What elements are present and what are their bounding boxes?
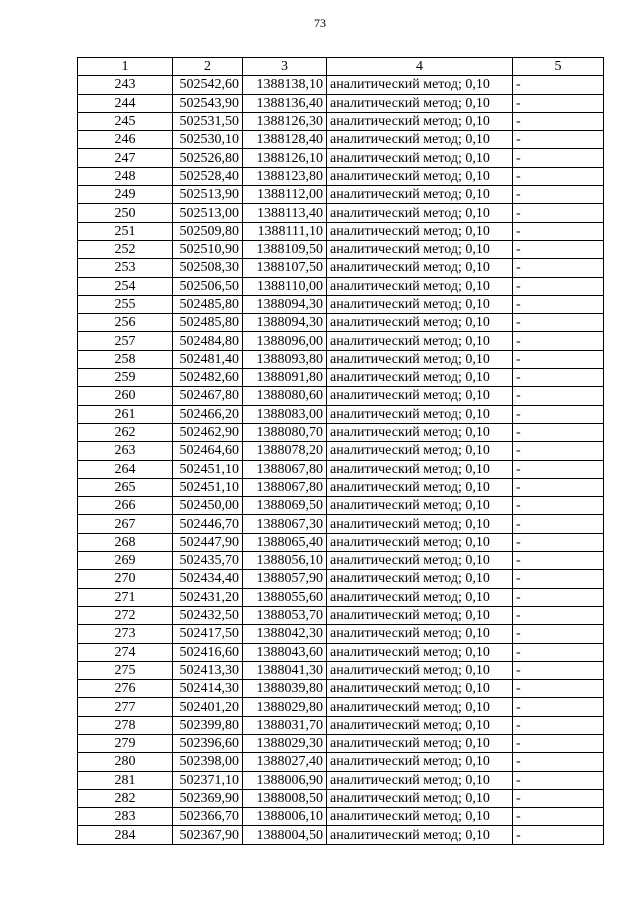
point-number-cell: 248 xyxy=(78,167,173,185)
note-cell: - xyxy=(513,588,604,606)
point-number-cell: 256 xyxy=(78,314,173,332)
note-cell: - xyxy=(513,826,604,844)
note-cell: - xyxy=(513,643,604,661)
note-cell: - xyxy=(513,314,604,332)
x-coordinate-cell: 502413,30 xyxy=(173,661,243,679)
x-coordinate-cell: 502467,80 xyxy=(173,387,243,405)
point-number-cell: 283 xyxy=(78,808,173,826)
x-coordinate-cell: 502509,80 xyxy=(173,222,243,240)
x-coordinate-cell: 502447,90 xyxy=(173,533,243,551)
table-row xyxy=(78,259,604,277)
y-coordinate-cell: 1388093,80 xyxy=(243,350,327,368)
point-number-cell: 254 xyxy=(78,277,173,295)
header-col-5: 5 xyxy=(513,58,604,76)
x-coordinate-cell: 502528,40 xyxy=(173,167,243,185)
x-coordinate-cell: 502542,60 xyxy=(173,76,243,94)
point-number-cell: 282 xyxy=(78,789,173,807)
x-coordinate-cell: 502451,10 xyxy=(173,478,243,496)
y-coordinate-cell: 1388113,40 xyxy=(243,204,327,222)
method-accuracy-cell: аналитический метод; 0,10 xyxy=(327,570,513,588)
y-coordinate-cell: 1388128,40 xyxy=(243,131,327,149)
note-cell: - xyxy=(513,533,604,551)
method-accuracy-cell: аналитический метод; 0,10 xyxy=(327,734,513,752)
note-cell: - xyxy=(513,460,604,478)
y-coordinate-cell: 1388055,60 xyxy=(243,588,327,606)
x-coordinate-cell: 502434,40 xyxy=(173,570,243,588)
point-number-cell: 245 xyxy=(78,112,173,130)
table-row xyxy=(78,369,604,387)
note-cell: - xyxy=(513,222,604,240)
x-coordinate-cell: 502464,60 xyxy=(173,442,243,460)
point-number-cell: 272 xyxy=(78,606,173,624)
point-number-cell: 258 xyxy=(78,350,173,368)
header-col-2: 2 xyxy=(173,58,243,76)
method-accuracy-cell: аналитический метод; 0,10 xyxy=(327,716,513,734)
header-col-4: 4 xyxy=(327,58,513,76)
x-coordinate-cell: 502369,90 xyxy=(173,789,243,807)
table-row xyxy=(78,533,604,551)
y-coordinate-cell: 1388123,80 xyxy=(243,167,327,185)
note-cell: - xyxy=(513,734,604,752)
y-coordinate-cell: 1388006,90 xyxy=(243,771,327,789)
x-coordinate-cell: 502485,80 xyxy=(173,314,243,332)
method-accuracy-cell: аналитический метод; 0,10 xyxy=(327,643,513,661)
method-accuracy-cell: аналитический метод; 0,10 xyxy=(327,515,513,533)
table-row xyxy=(78,497,604,515)
method-accuracy-cell: аналитический метод; 0,10 xyxy=(327,332,513,350)
y-coordinate-cell: 1388029,80 xyxy=(243,698,327,716)
x-coordinate-cell: 502367,90 xyxy=(173,826,243,844)
table-row xyxy=(78,716,604,734)
point-number-cell: 243 xyxy=(78,76,173,94)
method-accuracy-cell: аналитический метод; 0,10 xyxy=(327,680,513,698)
note-cell: - xyxy=(513,423,604,441)
point-number-cell: 261 xyxy=(78,405,173,423)
point-number-cell: 274 xyxy=(78,643,173,661)
table-row xyxy=(78,204,604,222)
table-row xyxy=(78,552,604,570)
method-accuracy-cell: аналитический метод; 0,10 xyxy=(327,131,513,149)
y-coordinate-cell: 1388043,60 xyxy=(243,643,327,661)
point-number-cell: 271 xyxy=(78,588,173,606)
x-coordinate-cell: 502462,90 xyxy=(173,423,243,441)
y-coordinate-cell: 1388091,80 xyxy=(243,369,327,387)
note-cell: - xyxy=(513,552,604,570)
x-coordinate-cell: 502531,50 xyxy=(173,112,243,130)
note-cell: - xyxy=(513,405,604,423)
x-coordinate-cell: 502485,80 xyxy=(173,295,243,313)
table-row xyxy=(78,131,604,149)
method-accuracy-cell: аналитический метод; 0,10 xyxy=(327,186,513,204)
note-cell: - xyxy=(513,387,604,405)
method-accuracy-cell: аналитический метод; 0,10 xyxy=(327,222,513,240)
point-number-cell: 263 xyxy=(78,442,173,460)
table-row xyxy=(78,625,604,643)
point-number-cell: 264 xyxy=(78,460,173,478)
x-coordinate-cell: 502414,30 xyxy=(173,680,243,698)
note-cell: - xyxy=(513,112,604,130)
header-col-3: 3 xyxy=(243,58,327,76)
table-header-row xyxy=(78,58,604,76)
table-row xyxy=(78,186,604,204)
method-accuracy-cell: аналитический метод; 0,10 xyxy=(327,259,513,277)
page-number: 73 xyxy=(314,16,326,30)
note-cell: - xyxy=(513,186,604,204)
point-number-cell: 278 xyxy=(78,716,173,734)
y-coordinate-cell: 1388053,70 xyxy=(243,606,327,624)
y-coordinate-cell: 1388041,30 xyxy=(243,661,327,679)
table-row xyxy=(78,94,604,112)
table-row xyxy=(78,680,604,698)
y-coordinate-cell: 1388109,50 xyxy=(243,240,327,258)
x-coordinate-cell: 502481,40 xyxy=(173,350,243,368)
x-coordinate-cell: 502396,60 xyxy=(173,734,243,752)
y-coordinate-cell: 1388111,10 xyxy=(243,222,327,240)
point-number-cell: 244 xyxy=(78,94,173,112)
y-coordinate-cell: 1388039,80 xyxy=(243,680,327,698)
x-coordinate-cell: 502543,90 xyxy=(173,94,243,112)
method-accuracy-cell: аналитический метод; 0,10 xyxy=(327,350,513,368)
x-coordinate-cell: 502398,00 xyxy=(173,753,243,771)
y-coordinate-cell: 1388004,50 xyxy=(243,826,327,844)
method-accuracy-cell: аналитический метод; 0,10 xyxy=(327,442,513,460)
table-row xyxy=(78,222,604,240)
method-accuracy-cell: аналитический метод; 0,10 xyxy=(327,606,513,624)
x-coordinate-cell: 502431,20 xyxy=(173,588,243,606)
table-row xyxy=(78,478,604,496)
point-number-cell: 280 xyxy=(78,753,173,771)
x-coordinate-cell: 502451,10 xyxy=(173,460,243,478)
y-coordinate-cell: 1388126,30 xyxy=(243,112,327,130)
method-accuracy-cell: аналитический метод; 0,10 xyxy=(327,753,513,771)
note-cell: - xyxy=(513,698,604,716)
x-coordinate-cell: 502366,70 xyxy=(173,808,243,826)
table-row xyxy=(78,826,604,844)
method-accuracy-cell: аналитический метод; 0,10 xyxy=(327,808,513,826)
table-row xyxy=(78,771,604,789)
note-cell: - xyxy=(513,259,604,277)
point-number-cell: 276 xyxy=(78,680,173,698)
point-number-cell: 270 xyxy=(78,570,173,588)
y-coordinate-cell: 1388056,10 xyxy=(243,552,327,570)
y-coordinate-cell: 1388080,70 xyxy=(243,423,327,441)
method-accuracy-cell: аналитический метод; 0,10 xyxy=(327,460,513,478)
y-coordinate-cell: 1388067,80 xyxy=(243,478,327,496)
table-row xyxy=(78,240,604,258)
table-row xyxy=(78,167,604,185)
method-accuracy-cell: аналитический метод; 0,10 xyxy=(327,405,513,423)
note-cell: - xyxy=(513,131,604,149)
point-number-cell: 269 xyxy=(78,552,173,570)
x-coordinate-cell: 502435,70 xyxy=(173,552,243,570)
table-row xyxy=(78,570,604,588)
point-number-cell: 249 xyxy=(78,186,173,204)
table-row xyxy=(78,734,604,752)
note-cell: - xyxy=(513,277,604,295)
note-cell: - xyxy=(513,350,604,368)
y-coordinate-cell: 1388027,40 xyxy=(243,753,327,771)
x-coordinate-cell: 502482,60 xyxy=(173,369,243,387)
note-cell: - xyxy=(513,94,604,112)
note-cell: - xyxy=(513,149,604,167)
coordinates-table xyxy=(77,57,604,845)
note-cell: - xyxy=(513,167,604,185)
method-accuracy-cell: аналитический метод; 0,10 xyxy=(327,94,513,112)
point-number-cell: 273 xyxy=(78,625,173,643)
x-coordinate-cell: 502513,00 xyxy=(173,204,243,222)
note-cell: - xyxy=(513,661,604,679)
x-coordinate-cell: 502371,10 xyxy=(173,771,243,789)
method-accuracy-cell: аналитический метод; 0,10 xyxy=(327,771,513,789)
y-coordinate-cell: 1388112,00 xyxy=(243,186,327,204)
note-cell: - xyxy=(513,204,604,222)
y-coordinate-cell: 1388008,50 xyxy=(243,789,327,807)
x-coordinate-cell: 502417,50 xyxy=(173,625,243,643)
x-coordinate-cell: 502450,00 xyxy=(173,497,243,515)
y-coordinate-cell: 1388006,10 xyxy=(243,808,327,826)
point-number-cell: 247 xyxy=(78,149,173,167)
point-number-cell: 257 xyxy=(78,332,173,350)
y-coordinate-cell: 1388080,60 xyxy=(243,387,327,405)
y-coordinate-cell: 1388069,50 xyxy=(243,497,327,515)
table-row xyxy=(78,606,604,624)
method-accuracy-cell: аналитический метод; 0,10 xyxy=(327,789,513,807)
point-number-cell: 262 xyxy=(78,423,173,441)
table-row xyxy=(78,643,604,661)
point-number-cell: 267 xyxy=(78,515,173,533)
table-row xyxy=(78,387,604,405)
note-cell: - xyxy=(513,625,604,643)
table-row xyxy=(78,314,604,332)
y-coordinate-cell: 1388029,30 xyxy=(243,734,327,752)
point-number-cell: 260 xyxy=(78,387,173,405)
x-coordinate-cell: 502513,90 xyxy=(173,186,243,204)
method-accuracy-cell: аналитический метод; 0,10 xyxy=(327,204,513,222)
method-accuracy-cell: аналитический метод; 0,10 xyxy=(327,497,513,515)
point-number-cell: 259 xyxy=(78,369,173,387)
note-cell: - xyxy=(513,771,604,789)
method-accuracy-cell: аналитический метод; 0,10 xyxy=(327,533,513,551)
method-accuracy-cell: аналитический метод; 0,10 xyxy=(327,314,513,332)
table-row xyxy=(78,76,604,94)
method-accuracy-cell: аналитический метод; 0,10 xyxy=(327,625,513,643)
note-cell: - xyxy=(513,606,604,624)
point-number-cell: 266 xyxy=(78,497,173,515)
y-coordinate-cell: 1388031,70 xyxy=(243,716,327,734)
y-coordinate-cell: 1388096,00 xyxy=(243,332,327,350)
y-coordinate-cell: 1388083,00 xyxy=(243,405,327,423)
note-cell: - xyxy=(513,76,604,94)
y-coordinate-cell: 1388065,40 xyxy=(243,533,327,551)
note-cell: - xyxy=(513,332,604,350)
note-cell: - xyxy=(513,478,604,496)
note-cell: - xyxy=(513,240,604,258)
method-accuracy-cell: аналитический метод; 0,10 xyxy=(327,552,513,570)
note-cell: - xyxy=(513,716,604,734)
note-cell: - xyxy=(513,680,604,698)
point-number-cell: 253 xyxy=(78,259,173,277)
point-number-cell: 279 xyxy=(78,734,173,752)
note-cell: - xyxy=(513,753,604,771)
table-row xyxy=(78,350,604,368)
table-row xyxy=(78,112,604,130)
x-coordinate-cell: 502446,70 xyxy=(173,515,243,533)
method-accuracy-cell: аналитический метод; 0,10 xyxy=(327,167,513,185)
point-number-cell: 275 xyxy=(78,661,173,679)
note-cell: - xyxy=(513,515,604,533)
method-accuracy-cell: аналитический метод; 0,10 xyxy=(327,588,513,606)
note-cell: - xyxy=(513,497,604,515)
point-number-cell: 265 xyxy=(78,478,173,496)
note-cell: - xyxy=(513,295,604,313)
point-number-cell: 250 xyxy=(78,204,173,222)
table-row xyxy=(78,789,604,807)
x-coordinate-cell: 502526,80 xyxy=(173,149,243,167)
x-coordinate-cell: 502530,10 xyxy=(173,131,243,149)
table-row xyxy=(78,295,604,313)
method-accuracy-cell: аналитический метод; 0,10 xyxy=(327,76,513,94)
y-coordinate-cell: 1388126,10 xyxy=(243,149,327,167)
x-coordinate-cell: 502466,20 xyxy=(173,405,243,423)
method-accuracy-cell: аналитический метод; 0,10 xyxy=(327,295,513,313)
method-accuracy-cell: аналитический метод; 0,10 xyxy=(327,369,513,387)
x-coordinate-cell: 502416,60 xyxy=(173,643,243,661)
method-accuracy-cell: аналитический метод; 0,10 xyxy=(327,240,513,258)
point-number-cell: 284 xyxy=(78,826,173,844)
method-accuracy-cell: аналитический метод; 0,10 xyxy=(327,387,513,405)
table-row xyxy=(78,460,604,478)
x-coordinate-cell: 502484,80 xyxy=(173,332,243,350)
method-accuracy-cell: аналитический метод; 0,10 xyxy=(327,149,513,167)
table-body xyxy=(78,76,604,844)
y-coordinate-cell: 1388078,20 xyxy=(243,442,327,460)
x-coordinate-cell: 502510,90 xyxy=(173,240,243,258)
method-accuracy-cell: аналитический метод; 0,10 xyxy=(327,423,513,441)
note-cell: - xyxy=(513,369,604,387)
table-row xyxy=(78,277,604,295)
header-col-1: 1 xyxy=(78,58,173,76)
point-number-cell: 268 xyxy=(78,533,173,551)
y-coordinate-cell: 1388110,00 xyxy=(243,277,327,295)
table-row xyxy=(78,661,604,679)
point-number-cell: 255 xyxy=(78,295,173,313)
table-row xyxy=(78,698,604,716)
note-cell: - xyxy=(513,570,604,588)
y-coordinate-cell: 1388067,80 xyxy=(243,460,327,478)
method-accuracy-cell: аналитический метод; 0,10 xyxy=(327,478,513,496)
y-coordinate-cell: 1388107,50 xyxy=(243,259,327,277)
x-coordinate-cell: 502508,30 xyxy=(173,259,243,277)
point-number-cell: 252 xyxy=(78,240,173,258)
table-row xyxy=(78,149,604,167)
x-coordinate-cell: 502399,80 xyxy=(173,716,243,734)
point-number-cell: 251 xyxy=(78,222,173,240)
method-accuracy-cell: аналитический метод; 0,10 xyxy=(327,661,513,679)
table-row xyxy=(78,442,604,460)
y-coordinate-cell: 1388136,40 xyxy=(243,94,327,112)
note-cell: - xyxy=(513,789,604,807)
table-row xyxy=(78,515,604,533)
table-row xyxy=(78,588,604,606)
table-row xyxy=(78,405,604,423)
method-accuracy-cell: аналитический метод; 0,10 xyxy=(327,826,513,844)
note-cell: - xyxy=(513,442,604,460)
table-row xyxy=(78,753,604,771)
table-row xyxy=(78,808,604,826)
x-coordinate-cell: 502506,50 xyxy=(173,277,243,295)
y-coordinate-cell: 1388138,10 xyxy=(243,76,327,94)
point-number-cell: 277 xyxy=(78,698,173,716)
y-coordinate-cell: 1388067,30 xyxy=(243,515,327,533)
y-coordinate-cell: 1388042,30 xyxy=(243,625,327,643)
x-coordinate-cell: 502401,20 xyxy=(173,698,243,716)
y-coordinate-cell: 1388094,30 xyxy=(243,314,327,332)
table-row xyxy=(78,332,604,350)
point-number-cell: 281 xyxy=(78,771,173,789)
method-accuracy-cell: аналитический метод; 0,10 xyxy=(327,698,513,716)
note-cell: - xyxy=(513,808,604,826)
table-row xyxy=(78,423,604,441)
y-coordinate-cell: 1388057,90 xyxy=(243,570,327,588)
point-number-cell: 246 xyxy=(78,131,173,149)
method-accuracy-cell: аналитический метод; 0,10 xyxy=(327,277,513,295)
y-coordinate-cell: 1388094,30 xyxy=(243,295,327,313)
method-accuracy-cell: аналитический метод; 0,10 xyxy=(327,112,513,130)
x-coordinate-cell: 502432,50 xyxy=(173,606,243,624)
